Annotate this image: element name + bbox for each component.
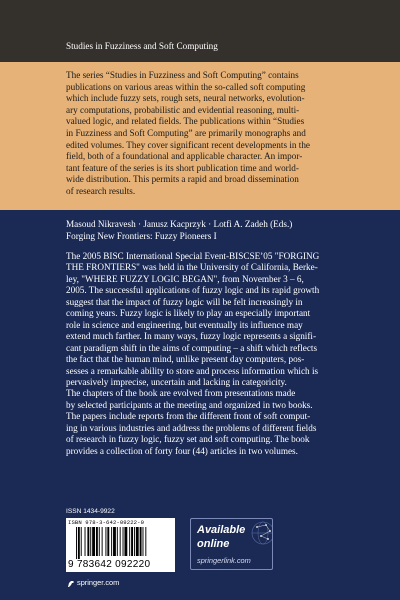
description-line: of research in fuzzy logic, fuzzy set and soft computing. The book (66, 434, 310, 445)
available-label: Available (197, 524, 246, 536)
book-editors: Masoud Nikravesh · Janusz Kacprzyk · Lotfi A. Zadeh (Eds.) (66, 219, 293, 229)
description-line: suggest that the impact of fuzzy logic will be felt increasingly in (66, 296, 303, 307)
barcode-bar (145, 527, 146, 556)
series-description-line: of research results. (66, 185, 136, 196)
series-description (66, 70, 378, 198)
description-line: coming years. Fuzzy logic is likely to play an especially important (66, 308, 311, 319)
barcode-bar (81, 527, 82, 556)
series-description-line: tant feature of the series is its short publication time and world- (66, 162, 299, 173)
barcode-bar (129, 527, 130, 556)
description-line: extend much farther. In many ways, fuzzy logic represents a signifi- (66, 331, 317, 342)
barcode-bar (96, 527, 98, 556)
isbn-barcode (66, 518, 175, 572)
online-label: online (197, 538, 230, 550)
series-description-line: field, both of a foundational and applicable character. An impor- (66, 151, 303, 162)
barcode-bar (113, 527, 116, 556)
barcode-bar (92, 527, 95, 556)
description-line: provides a collection of forty four (44) articles in two volumes. (66, 445, 298, 456)
barcode-bar (117, 527, 118, 556)
barcode-bar (131, 527, 133, 556)
series-description-line: The series “Studies in Fuzziness and Soft Computing” contains (66, 70, 299, 80)
description-line: THE FRONTIERS" was held in the University of California, Berke- (66, 262, 318, 273)
barcode-bar (111, 527, 112, 556)
series-description-line: edited volumes. They cover significant recent developments in the (66, 139, 310, 150)
barcode-bar (90, 527, 91, 556)
barcode-bar (134, 527, 135, 556)
description-line: The 2005 BISC International Special Event-BISCSE’05 "FORGING (66, 251, 320, 261)
series-description-line: wide distribution. This permits a rapid and broad dissemination (66, 174, 299, 185)
series-description-line: publications on various areas within the so-called soft computing (66, 81, 306, 92)
description-line: ley, "WHERE FUZZY LOGIC BEGAN", from November 3 – 6, (66, 273, 304, 284)
book-paragraph-1 (66, 251, 382, 388)
springerlink-url[interactable]: springerlink.com (197, 556, 251, 565)
series-description-line: ary computations, probabilistic and evidential reasoning, multi- (66, 104, 300, 115)
springer-url[interactable]: springer.com (77, 578, 120, 587)
barcode-bar (120, 527, 121, 556)
barcode-bar (99, 527, 100, 556)
globe-icon (247, 521, 273, 549)
book-paragraph-2 (66, 388, 382, 457)
description-line: the fact that the human mind, unlike present day computers, pos- (66, 354, 305, 365)
book-description (66, 251, 382, 457)
series-title: Studies in Fuzziness and Soft Computing (66, 41, 218, 51)
description-line: by selected participants at the meeting and organized in two books. (66, 399, 313, 410)
barcode-bar (143, 527, 144, 556)
barcode-bar (105, 527, 106, 556)
barcode-bar (85, 527, 86, 556)
series-description-line: which include fuzzy sets, rough sets, neural networks, evolution- (66, 93, 305, 104)
barcode-bar (102, 527, 103, 556)
barcode-bar (78, 527, 80, 559)
barcode-bar (76, 527, 77, 559)
springer-horse-icon (66, 579, 76, 589)
barcode-bar (123, 527, 124, 556)
description-line: cant paradigm shift in the aims of computing – a shift which reflects (66, 342, 318, 353)
description-line: 2005. The successful applications of fuzzy logic and its rapid growth (66, 285, 320, 296)
isbn-label: ISBN 978-3-642-09222-0 (68, 519, 145, 526)
barcode-digits: 9 783642 092220 (68, 559, 151, 570)
description-line: role in science and engineering, but eventually its influence may (66, 319, 303, 330)
barcode-bar (107, 527, 109, 556)
barcode-bar (136, 527, 139, 556)
description-line: ing in various industries and address the problems of different fields (66, 422, 317, 433)
description-line: The papers include reports from the different front of soft comput- (66, 411, 311, 422)
series-description-line: valued logic, and related fields. The publications within “Studies (66, 116, 305, 127)
series-header-band (0, 0, 400, 62)
book-title: Forging New Frontiers: Fuzzy Pioneers I (66, 231, 217, 241)
description-line: pervasively imprecise, uncertain and lacking in categoricity. (66, 376, 287, 387)
description-line: sesses a remarkable ability to store and process information which is (66, 365, 319, 376)
issn-number: ISSN 1434-9922 (66, 508, 115, 515)
available-online-badge[interactable] (190, 518, 273, 570)
barcode-bars (76, 527, 172, 559)
series-description-line: in Fuzziness and Soft Computing” are primarily monographs and (66, 127, 306, 138)
description-line: The chapters of the book are evolved from presentations made (66, 388, 296, 399)
barcode-bar (87, 527, 89, 556)
barcode-bar (124, 527, 127, 556)
barcode-bar (140, 527, 142, 556)
